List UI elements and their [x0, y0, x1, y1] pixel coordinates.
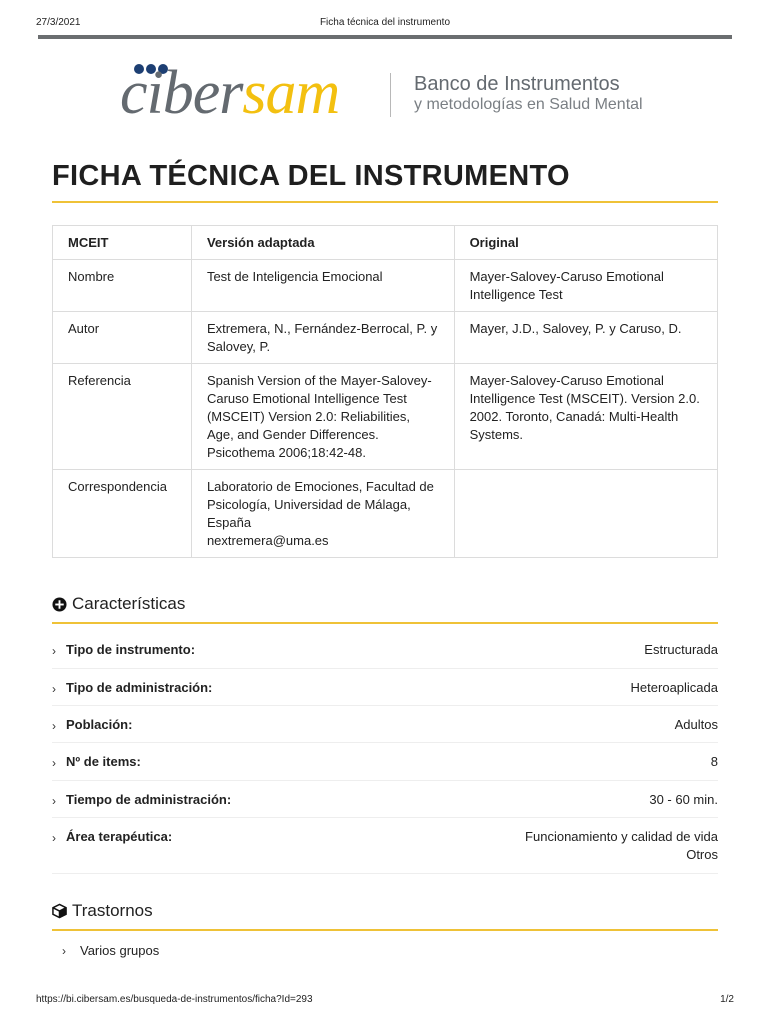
chevron-right-icon: › [52, 756, 56, 770]
plus-circle-icon [52, 597, 67, 612]
table-header-cell: Versión adaptada [191, 226, 454, 260]
original-cell: Mayer-Salovey-Caruso Emotional Intelligence Test [454, 260, 717, 312]
print-page-title: Ficha técnica del instrumento [319, 17, 451, 28]
list-item [52, 781, 718, 818]
item-label: Tipo de instrumento: [66, 642, 196, 657]
list-item [52, 669, 718, 706]
table-header-row [53, 226, 718, 260]
item-label: Nº de items: [66, 754, 141, 769]
chevron-right-icon: › [62, 944, 66, 958]
chevron-right-icon: › [52, 644, 56, 658]
print-header [36, 17, 734, 31]
item-value-line: Funcionamiento y calidad de vida [525, 829, 718, 844]
table-row [53, 470, 718, 558]
adapted-cell [191, 470, 454, 558]
logo-tagline-2: y metodologías en Salud Mental [414, 96, 643, 113]
print-date: 27/3/2021 [36, 17, 81, 28]
original-cell: Mayer-Salovey-Caruso Emotional Intelligence Test (MSCEIT). Version 2.0. 2002. Toronto, Canadá: Multi-Health Systems. [454, 364, 717, 470]
caracteristicas-list [52, 631, 718, 874]
print-footer [36, 994, 734, 1008]
page-number: 1/2 [720, 994, 734, 1005]
row-label: Autor [53, 312, 192, 364]
chevron-right-icon: › [52, 831, 56, 845]
trastornos-heading [52, 901, 153, 921]
page-title: FICHA TÉCNICA DEL INSTRUMENTO [52, 160, 570, 192]
chevron-right-icon: › [52, 794, 56, 808]
table-row [53, 312, 718, 364]
table-header-cell: MCEIT [53, 226, 192, 260]
item-value: Adultos [674, 717, 718, 732]
row-label: Correspondencia [53, 470, 192, 558]
table-row [53, 364, 718, 470]
chevron-right-icon: › [52, 682, 56, 696]
item-label: Área terapéutica: [66, 829, 173, 844]
trastorno-label: Varios grupos [80, 943, 160, 958]
original-cell: Mayer, J.D., Salovey, P. y Caruso, D. [454, 312, 717, 364]
list-item [62, 942, 159, 960]
page-url: https://bi.cibersam.es/busqueda-de-instrumentos/ficha?Id=293 [36, 994, 313, 1005]
item-label: Población: [66, 717, 133, 732]
table-header-cell: Original [454, 226, 717, 260]
adapted-cell: Test de Inteligencia Emocional [191, 260, 454, 312]
correspondence-email: nextremera@uma.es [206, 533, 329, 548]
item-label: Tiempo de administración: [66, 792, 232, 807]
logo-wordmark: cibersam [120, 59, 340, 127]
row-label: Referencia [53, 364, 192, 470]
trastornos-underline [52, 929, 718, 931]
item-value: 8 [710, 754, 718, 769]
adapted-cell: Spanish Version of the Mayer-Salovey-Caruso Emotional Intelligence Test (MSCEIT) Version 2.0: Reliabilities, Age, and Gender Differences. Psicothema 2006;18:42-48. [191, 364, 454, 470]
table-row [53, 260, 718, 312]
item-value-line: Otros [686, 847, 718, 862]
list-item [52, 631, 718, 669]
original-cell [454, 470, 717, 558]
list-item [52, 706, 718, 743]
chevron-right-icon: › [52, 719, 56, 733]
item-label: Tipo de administración: [66, 680, 213, 695]
instrument-table [52, 225, 718, 558]
logo-tagline-1: Banco de Instrumentos [414, 73, 620, 95]
item-value [525, 828, 718, 864]
list-item [52, 743, 718, 781]
adapted-cell: Extremera, N., Fernández-Berrocal, P. y Salovey, P. [191, 312, 454, 364]
caracteristicas-heading [52, 594, 185, 614]
cube-icon [52, 904, 67, 919]
cibersam-logo [118, 58, 658, 128]
caracteristicas-title: Características [72, 594, 186, 613]
item-value: 30 - 60 min. [649, 792, 718, 807]
item-value: Heteroaplicada [630, 680, 718, 695]
top-rule [38, 35, 732, 39]
logo-separator [390, 73, 391, 117]
row-label: Nombre [53, 260, 192, 312]
item-value: Estructurada [644, 642, 718, 657]
trastornos-title: Trastornos [72, 901, 153, 920]
title-underline [52, 201, 718, 203]
list-item [52, 818, 718, 874]
correspondence-address: Laboratorio de Emociones, Facultad de Psicología, Universidad de Málaga, España [206, 479, 434, 530]
caracteristicas-underline [52, 622, 718, 624]
